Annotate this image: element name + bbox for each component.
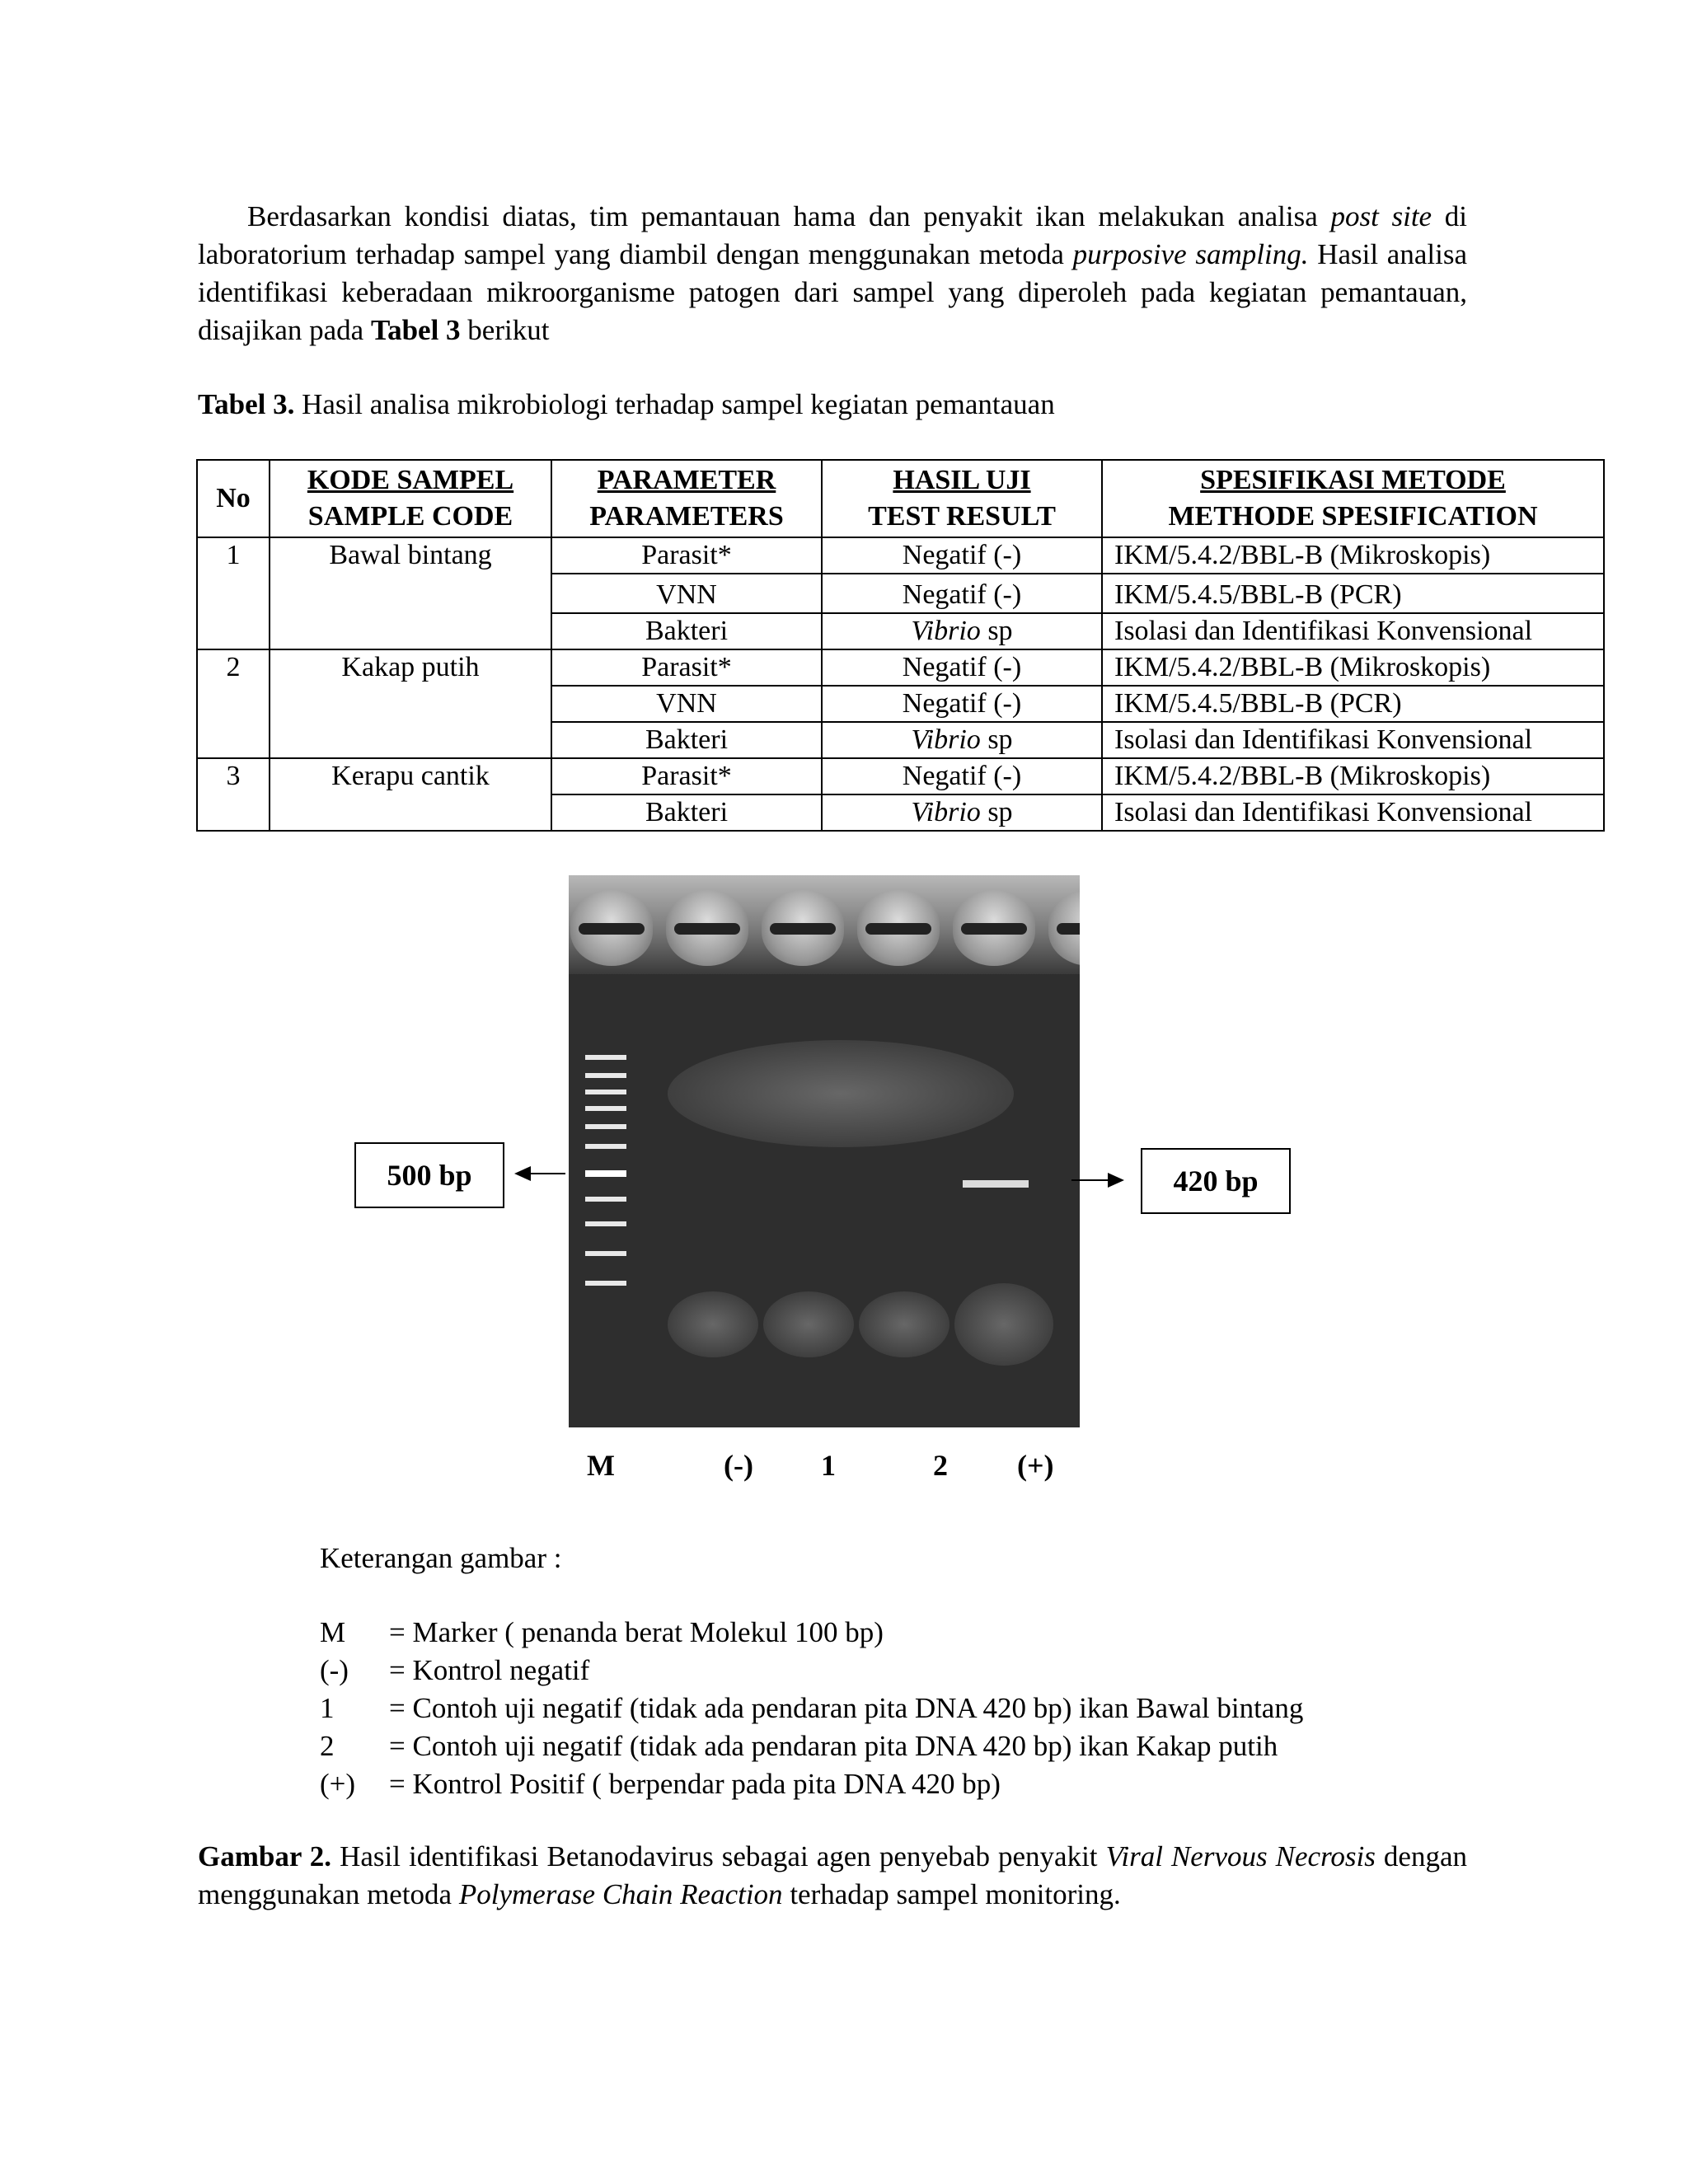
cell-parameter: Bakteri: [551, 722, 822, 758]
lane-label-m: M: [587, 1449, 615, 1482]
ladder-band: [585, 1221, 626, 1226]
cell-parameter: Bakteri: [551, 613, 822, 649]
marker-500bp-label: 500 bp: [354, 1142, 504, 1208]
header-hasil: HASIL UJI TEST RESULT: [822, 460, 1102, 537]
ladder-band: [585, 1281, 626, 1286]
cell-hasil: Vibrio sp: [822, 794, 1102, 831]
cell-metode: IKM/5.4.5/BBL-B (PCR): [1102, 574, 1604, 613]
cell-no: 1: [197, 537, 270, 649]
lane-label-pos: (+): [1017, 1449, 1054, 1482]
header-parameter: PARAMETER PARAMETERS: [551, 460, 822, 537]
gel-haze: [668, 1040, 1014, 1147]
gel-primer-dimer: [859, 1291, 950, 1357]
cell-hasil: Negatif (-): [822, 758, 1102, 794]
ladder-band: [585, 1073, 626, 1078]
gel-well: [953, 890, 1035, 966]
cell-parameter: Parasit*: [551, 758, 822, 794]
cell-no: 3: [197, 758, 270, 831]
cell-hasil: Vibrio sp: [822, 613, 1102, 649]
gel-primer-dimer: [668, 1291, 758, 1357]
cell-metode: IKM/5.4.2/BBL-B (Mikroskopis): [1102, 537, 1604, 574]
header-spesifikasi: SPESIFIKASI METODE METHODE SPESIFICATION: [1102, 460, 1604, 537]
cell-parameter: Parasit*: [551, 537, 822, 574]
gel-well: [857, 890, 940, 966]
cell-metode: IKM/5.4.5/BBL-B (PCR): [1102, 686, 1604, 722]
intro-paragraph: Berdasarkan kondisi diatas, tim pemantauan hama dan penyakit ikan melakukan analisa post site di laboratorium terhadap sampel yang diambil dengan menggunakan metoda purposive sampling. Hasil analisa identifikasi keberadaan mikroorganisme patogen dari sampel yang diperoleh pada kegiatan pemantauan, disajikan pada Tabel 3 berikut: [198, 200, 1467, 346]
cell-parameter: VNN: [551, 574, 822, 613]
cell-hasil: Vibrio sp: [822, 722, 1102, 758]
band-420bp-label: 420 bp: [1141, 1148, 1291, 1214]
header-kode: KODE SAMPEL SAMPLE CODE: [270, 460, 551, 537]
table-row: [197, 649, 1604, 686]
ladder-band-500bp: [585, 1170, 626, 1177]
gel-well: [762, 890, 844, 966]
cell-metode: IKM/5.4.2/BBL-B (Mikroskopis): [1102, 649, 1604, 686]
gel-primer-dimer: [763, 1291, 854, 1357]
cell-hasil: Negatif (-): [822, 686, 1102, 722]
cell-hasil: Negatif (-): [822, 574, 1102, 613]
cell-no: 2: [197, 649, 270, 758]
gel-well: [666, 890, 748, 966]
cell-parameter: VNN: [551, 686, 822, 722]
gel-primer-dimer: [954, 1283, 1053, 1366]
legend-title: Keterangan gambar :: [320, 1542, 562, 1574]
ladder-band: [585, 1144, 626, 1149]
figure-caption: Gambar 2. Hasil identifikasi Betanodavirus sebagai agen penyebab penyakit Viral Nervous Necrosis dengan menggunakan metoda Polymerase Chain Reaction terhadap sampel monitoring.: [198, 1840, 1467, 1910]
arrow-right-icon: [1108, 1173, 1124, 1188]
band-420bp: [963, 1180, 1029, 1188]
cell-metode: Isolasi dan Identifikasi Konvensional: [1102, 722, 1604, 758]
lane-label-1: 1: [821, 1449, 836, 1482]
gel-electrophoresis-image: [569, 875, 1080, 1427]
cell-hasil: Negatif (-): [822, 649, 1102, 686]
cell-metode: Isolasi dan Identifikasi Konvensional: [1102, 794, 1604, 831]
ladder-band: [585, 1090, 626, 1094]
arrow-left-icon: [514, 1166, 531, 1181]
results-table: [196, 459, 1605, 832]
ladder-band: [585, 1124, 626, 1129]
cell-kode: Kakap putih: [270, 649, 551, 758]
cell-hasil: Negatif (-): [822, 537, 1102, 574]
cell-parameter: Parasit*: [551, 649, 822, 686]
band-arrow: [1071, 1179, 1108, 1181]
header-no: No: [197, 460, 270, 537]
ladder-band: [585, 1106, 626, 1111]
cell-parameter: Bakteri: [551, 794, 822, 831]
lane-label-2: 2: [933, 1449, 948, 1482]
gel-well: [570, 890, 653, 966]
ladder-band: [585, 1055, 626, 1060]
cell-kode: Bawal bintang: [270, 537, 551, 649]
ladder-band: [585, 1251, 626, 1256]
marker-arrow: [528, 1173, 565, 1174]
cell-metode: IKM/5.4.2/BBL-B (Mikroskopis): [1102, 758, 1604, 794]
table-row: [197, 758, 1604, 794]
lane-label-neg: (-): [724, 1449, 753, 1482]
table-header-row: [197, 460, 1604, 537]
table-caption: Tabel 3. Hasil analisa mikrobiologi terhadap sampel kegiatan pemantauan: [198, 388, 1055, 420]
ladder-band: [585, 1197, 626, 1202]
table-row: [197, 537, 1604, 574]
cell-metode: Isolasi dan Identifikasi Konvensional: [1102, 613, 1604, 649]
cell-kode: Kerapu cantik: [270, 758, 551, 831]
